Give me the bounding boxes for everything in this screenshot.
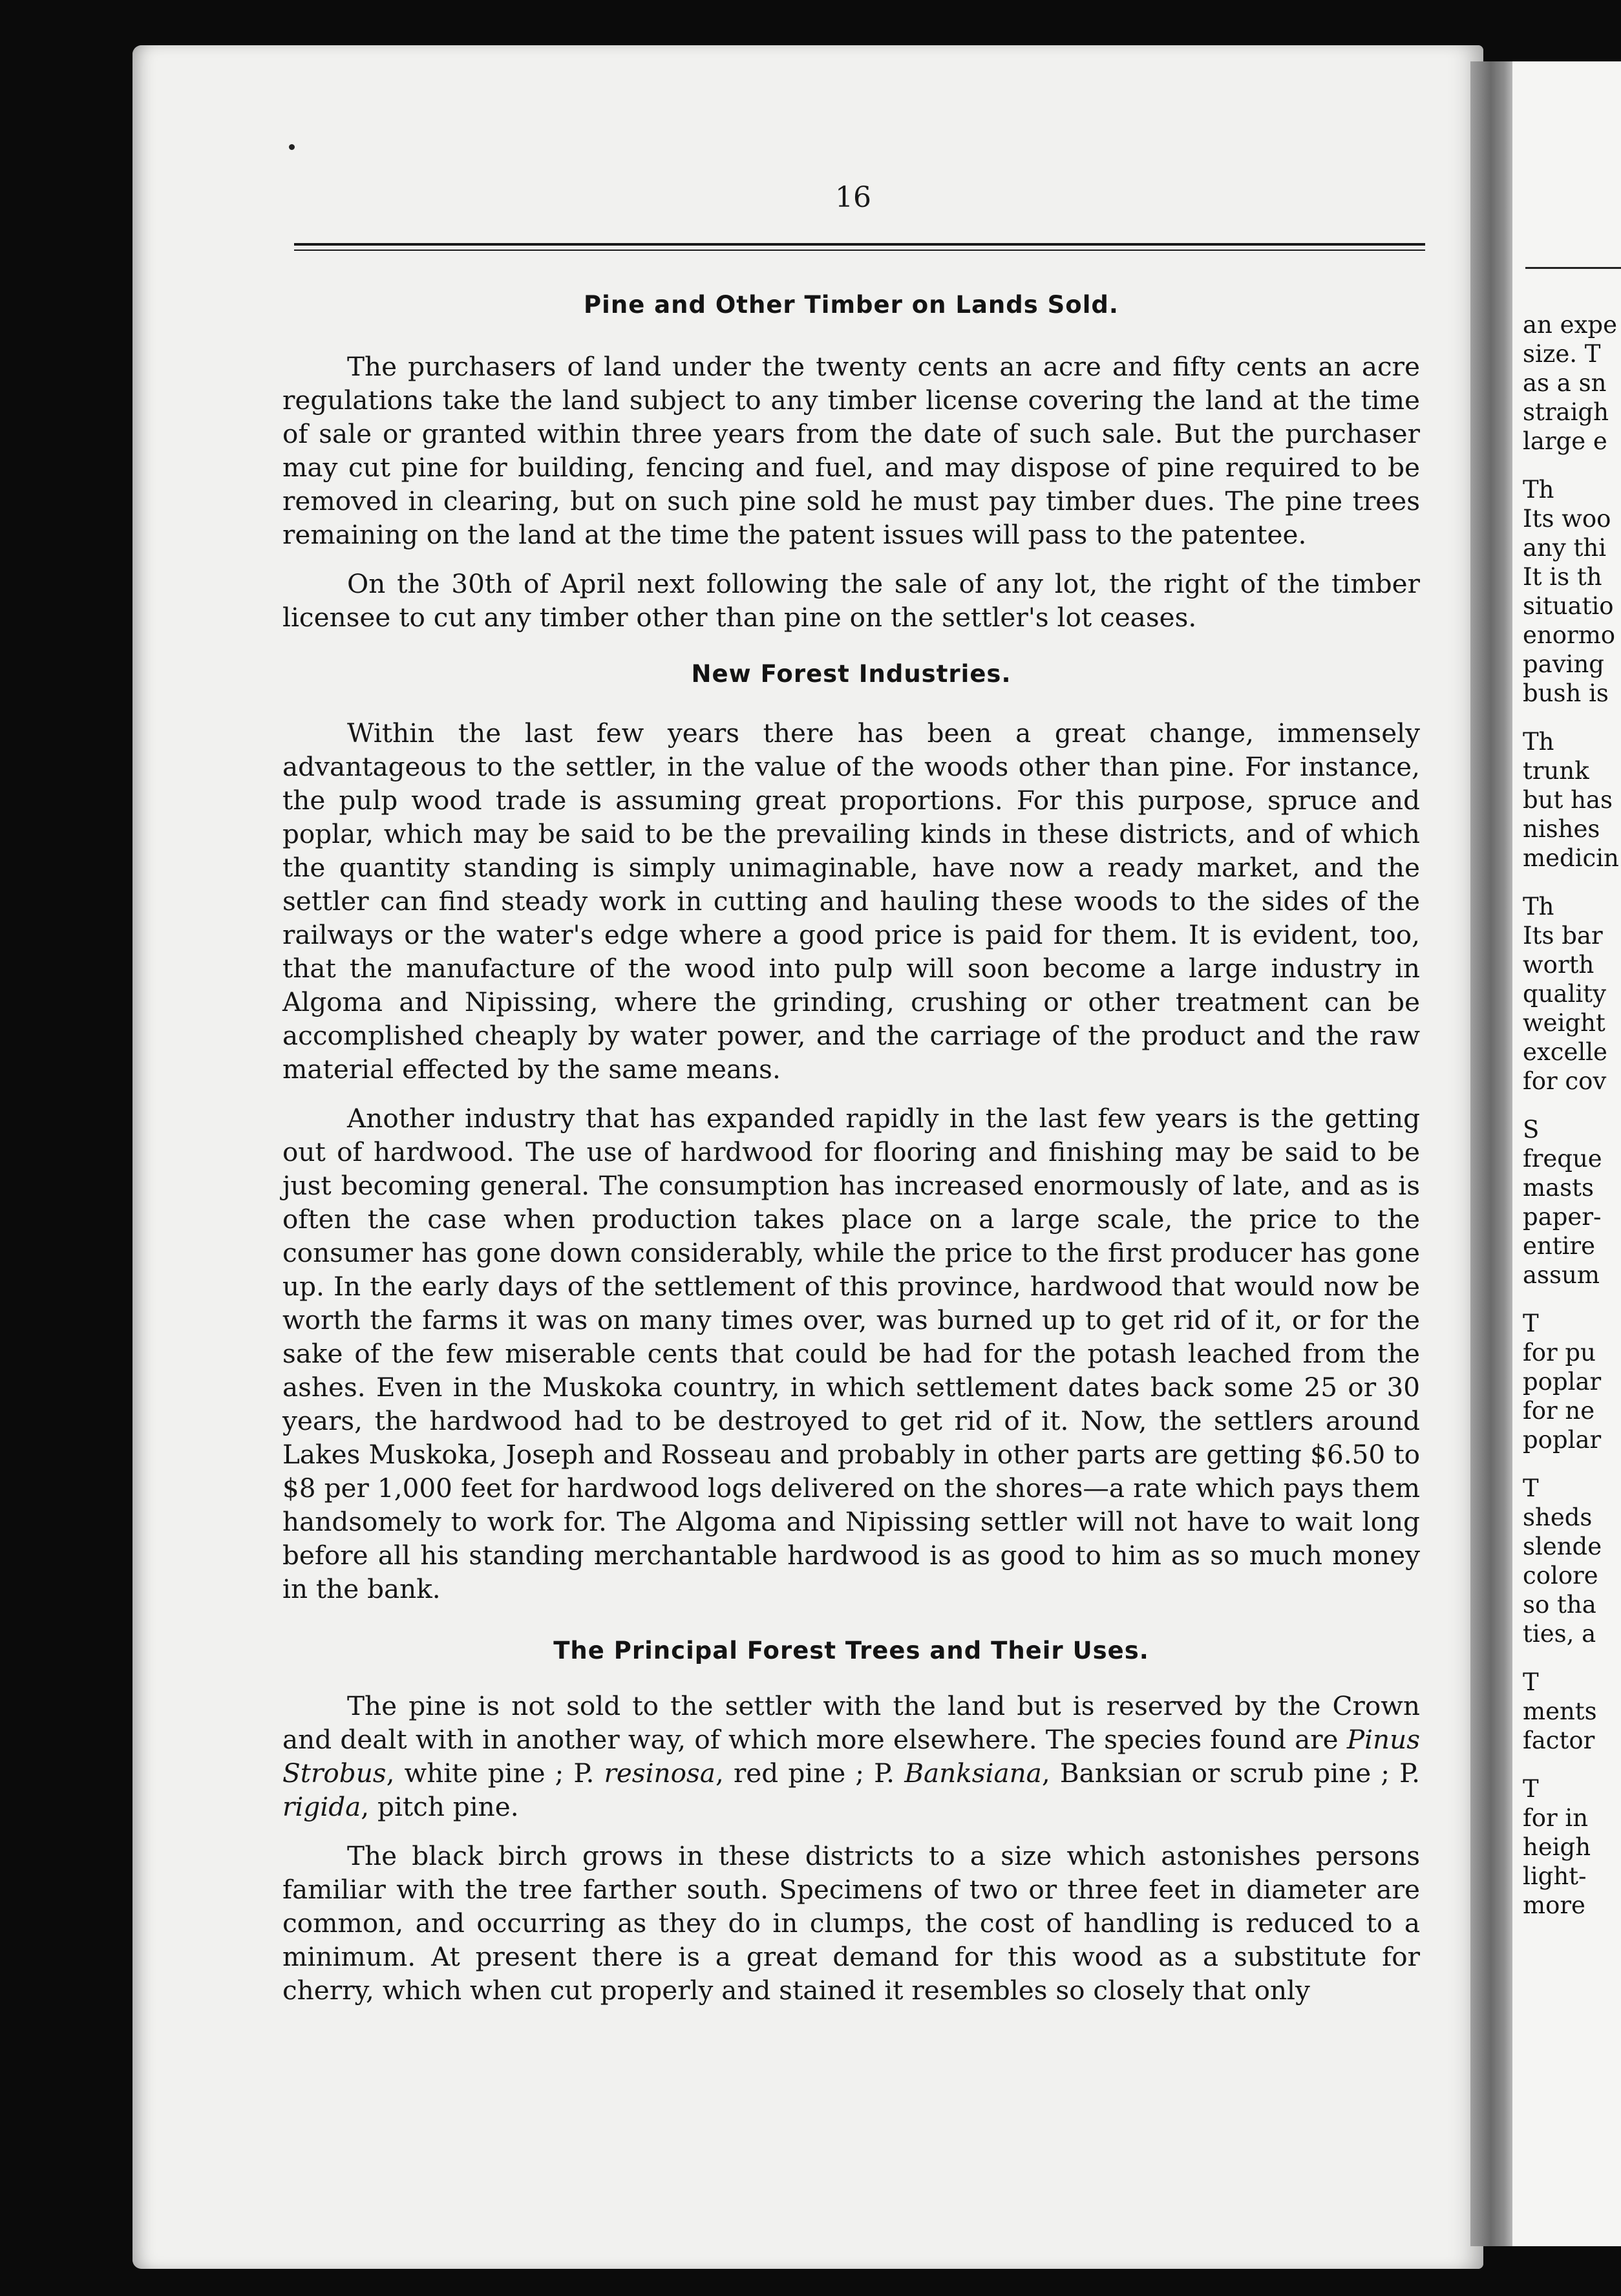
adjacent-page-line: for ne <box>1523 1397 1595 1425</box>
adjacent-page-line: T <box>1523 1310 1539 1337</box>
paragraph-pine-species <box>282 1689 1420 1823</box>
adjacent-page-line: paper- <box>1523 1203 1602 1231</box>
adjacent-page-line: masts <box>1523 1174 1594 1202</box>
adjacent-page-line: heigh <box>1523 1833 1591 1861</box>
adjacent-page-line: sheds <box>1523 1504 1593 1531</box>
adjacent-page-line: ties, a <box>1523 1620 1596 1648</box>
text-run: , white pine ; P. <box>386 1758 604 1789</box>
species-name: rigida <box>282 1791 361 1822</box>
adjacent-page-line: large e <box>1523 427 1607 455</box>
adjacent-page-line: Th <box>1523 476 1554 504</box>
adjacent-page-line: any thi <box>1523 534 1607 562</box>
adjacent-page-line: for in <box>1523 1804 1589 1832</box>
adjacent-page-line: freque <box>1523 1145 1602 1173</box>
paragraph: Within the last few years there has been a great change, immensely advantageous to the settler, in the value of the woods other than pine. For instance, the pulp wood trade is assuming great proportions. For this purpose, spruce and poplar, which may be said to be the prevailing kinds in these districts, and of which the quantity standing is simply unimaginable, have now a ready market, and the settler can find steady work in cutting and hauling these woods to the sides of the railways or the water's edge where a good price is paid for them. It is evident, too, that the manufacture of the wood into pulp will soon become a large industry in Algoma and Nipissing, where the grinding, crushing or other treatment can be accomplished cheaply by water power, and the carriage of the product and the raw material effected by the same means. <box>282 717 1420 1085</box>
adjacent-page-rule <box>1525 267 1621 269</box>
adjacent-page-line: Th <box>1523 728 1554 756</box>
adjacent-page-line: factor <box>1523 1727 1595 1754</box>
adjacent-page-line: slende <box>1523 1533 1602 1560</box>
adjacent-page-line: an expe <box>1523 311 1617 339</box>
adjacent-page-text <box>1523 310 1621 1920</box>
adjacent-page-line: Th <box>1523 893 1554 920</box>
adjacent-page-gap <box>1523 1755 1621 1774</box>
paragraph: On the 30th of April next following the sale of any lot, the right of the timber licensee to cut any timber other than pine on the settler's lot ceases. <box>282 568 1420 633</box>
adjacent-page-gap <box>1523 873 1621 892</box>
adjacent-page-line: colore <box>1523 1562 1598 1589</box>
species-name: resinosa <box>604 1758 715 1789</box>
adjacent-page-line: as a sn <box>1523 369 1607 397</box>
adjacent-page-line: light- <box>1523 1862 1587 1890</box>
adjacent-page-line: S <box>1523 1116 1540 1143</box>
text-run: The pine is not sold to the settler with the land but is reserved by the Crown and dealt with in another way, of which more elsewhere. The species found are <box>282 1690 1420 1755</box>
adjacent-page-edge <box>1512 61 1621 2246</box>
page-content <box>282 278 1420 2023</box>
adjacent-page-gap <box>1523 708 1621 727</box>
adjacent-page-line: weight <box>1523 1009 1605 1037</box>
adjacent-page-line: size. T <box>1523 340 1601 368</box>
adjacent-page-line: more <box>1523 1891 1585 1919</box>
adjacent-page-line: poplar <box>1523 1426 1602 1454</box>
adjacent-page-line: nishes <box>1523 815 1600 843</box>
adjacent-page-line: Its woo <box>1523 505 1611 533</box>
adjacent-page-line: trunk <box>1523 757 1589 785</box>
page-number: 16 <box>835 181 871 214</box>
header-rule <box>294 243 1425 251</box>
ink-speck <box>289 144 295 150</box>
adjacent-page-line: T <box>1523 1474 1539 1502</box>
adjacent-page-line: quality <box>1523 980 1607 1008</box>
adjacent-page-line: entire <box>1523 1232 1596 1260</box>
species-name: Pinus Strobus <box>282 1724 1420 1789</box>
adjacent-page-line: It is th <box>1523 563 1602 591</box>
adjacent-page-line: T <box>1523 1668 1539 1696</box>
adjacent-page-line: poplar <box>1523 1368 1602 1396</box>
adjacent-page-line: for pu <box>1523 1339 1596 1366</box>
adjacent-page-line: enormo <box>1523 621 1616 649</box>
paragraph: The purchasers of land under the twenty cents an acre and fifty cents an acre regulations take the land subject to any timber license covering the land at the time of sale or granted within three years from the date of such sale. But the purchaser may cut pine for building, fencing and fuel, and may dispose of pine required to be removed in clearing, but on such pine sold he must pay timber dues. The pine trees remaining on the land at the time the patent issues will pass to the patentee. <box>282 351 1420 550</box>
section-heading-forest-trees: The Principal Forest Trees and Their Uses. <box>553 1637 1149 1664</box>
adjacent-page-gap <box>1523 1096 1621 1115</box>
adjacent-page-line: for cov <box>1523 1067 1607 1095</box>
adjacent-page-line: paving <box>1523 650 1604 678</box>
species-name: Banksiana <box>904 1758 1042 1789</box>
adjacent-page-line: bush is <box>1523 679 1609 707</box>
section-heading-forest-industries: New Forest Industries. <box>691 660 1012 688</box>
adjacent-page-gap <box>1523 1454 1621 1474</box>
paragraph: Another industry that has expanded rapidly in the last few years is the getting out of hardwood. The use of hardwood for flooring and finishing may be said to be just becoming general. The consumption has increased enormously of late, and as is often the case when production takes place on a large scale, the price to the consumer has gone down considerably, while the price to the first producer has gone up. In the early days of the settlement of this province, hardwood that would now be worth the farms it was on many times over, was burned up to get rid of it, or for the sake of the few miserable cents that could be had for the potash leached from the ashes. Even in the Muskoka country, in which settlement dates back some 25 or 30 years, the hardwood had to be destroyed to get rid of it. Now, the settlers around Lakes Muskoka, Joseph and Rosseau and probably in other parts are getting $6.50 to $8 per 1,000 feet for hardwood logs delivered on the shores—a rate which pays them handsomely to work for. The Algoma and Nipissing settler will not have to wait long before all his standing merchantable hardwood is as good to him as so much money in the bank. <box>282 1103 1420 1604</box>
section-heading-pine-timber: Pine and Other Timber on Lands Sold. <box>584 291 1119 319</box>
adjacent-page-line: assum <box>1523 1261 1600 1289</box>
adjacent-page-gap <box>1523 456 1621 475</box>
book-gutter <box>1470 61 1516 2246</box>
adjacent-page-line: Its bar <box>1523 922 1603 950</box>
adjacent-page-line: ments <box>1523 1697 1597 1725</box>
text-run: , Banksian or scrub pine ; P. <box>1041 1758 1421 1789</box>
adjacent-page-line: straigh <box>1523 398 1609 426</box>
text-run: , pitch pine. <box>361 1791 519 1822</box>
paragraph: The black birch grows in these districts to a size which astonishes persons familiar with the tree farther south. Specimens of two or three feet in diameter are common, and occurring as they do in clumps, the cost of handling is reduced to a minimum. At present there is a great demand for this wood as a substitute for cherry, which when cut properly and stained it resembles so closely that only <box>282 1840 1420 2006</box>
adjacent-page-line: but has <box>1523 786 1613 814</box>
adjacent-page-line: T <box>1523 1775 1539 1803</box>
adjacent-page-line: excelle <box>1523 1038 1607 1066</box>
adjacent-page-line: medicin <box>1523 844 1619 872</box>
text-run: , red pine ; P. <box>715 1758 905 1789</box>
adjacent-page-line: situatio <box>1523 592 1614 620</box>
adjacent-page-gap <box>1523 1290 1621 1309</box>
adjacent-page-line: worth <box>1523 951 1595 979</box>
adjacent-page-line: so tha <box>1523 1591 1596 1619</box>
adjacent-page-gap <box>1523 1648 1621 1668</box>
